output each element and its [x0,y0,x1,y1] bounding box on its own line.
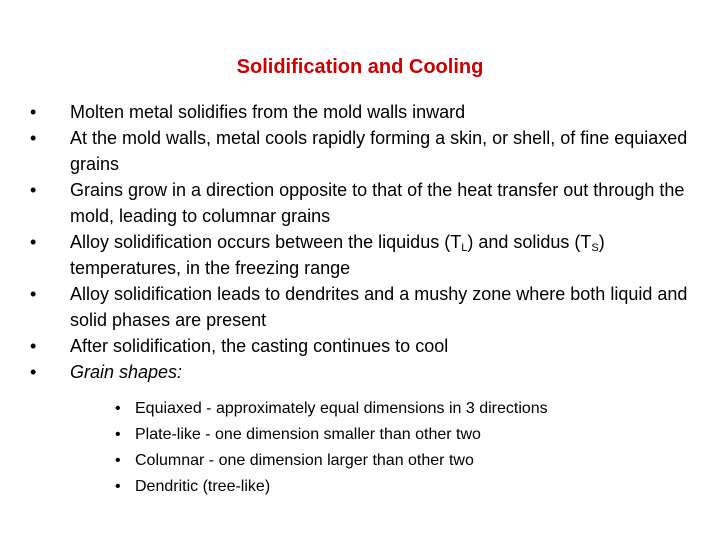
bullet-item [30,177,700,229]
bullet-text: Molten metal solidifies from the mold walls inward [70,102,466,122]
bullet-glyph: • [115,452,121,469]
bullet-glyph: • [115,400,121,417]
sub-bullet-text: Dendritic (tree-like) [135,478,271,495]
bullet-text: After solidification, the casting continues to cool [70,336,449,356]
bullet-item [30,281,700,333]
solidus-subscript: S [591,242,599,254]
bullet-item [30,333,700,359]
sub-bullet-text: Columnar - one dimension larger than other two [135,452,474,469]
sub-bullet-item [115,422,675,448]
sub-bullet-list [115,396,675,500]
bullet-glyph: • [30,284,37,304]
bullet-glyph: • [30,102,37,122]
bullet-glyph: • [115,426,121,443]
sub-bullet-item [115,396,675,422]
sub-bullet-item [115,474,675,500]
bullet-list [30,99,700,385]
bullet-glyph: • [115,478,121,495]
bullet-text: Grains grow in a direction opposite to that of the heat transfer out through the mold, leading to columnar grains [70,180,685,226]
bullet-text: Alloy solidification leads to dendrites and a mushy zone where both liquid and solid phases are present [70,284,688,330]
bullet-text-grain-shapes: Grain shapes: [70,362,183,382]
bullet-item [30,359,700,385]
slide-title: Solidification and Cooling [236,56,484,78]
bullet-glyph: • [30,336,37,356]
bullet-glyph: • [30,180,37,200]
sub-bullet-text: Plate-like - one dimension smaller than other two [135,426,481,443]
bullet-text: At the mold walls, metal cools rapidly forming a skin, or shell, of fine equiaxed grains [70,128,688,174]
bullet-text-alloy-temps [70,232,605,278]
bullet-item [30,99,700,125]
bullet-glyph: • [30,232,37,252]
sub-bullet-text: Equiaxed - approximately equal dimensions in 3 directions [135,400,548,417]
text-part: ) temperatures, in the freezing range [70,232,605,278]
liquidus-subscript: L [461,242,468,254]
bullet-item [30,229,700,281]
sub-bullet-item [115,448,675,474]
bullet-item [30,125,700,177]
bullet-glyph: • [30,128,37,148]
text-part: Alloy solidification occurs between the liquidus (T [70,232,462,252]
bullet-glyph: • [30,362,37,382]
text-part: ) and solidus (T [467,232,592,252]
